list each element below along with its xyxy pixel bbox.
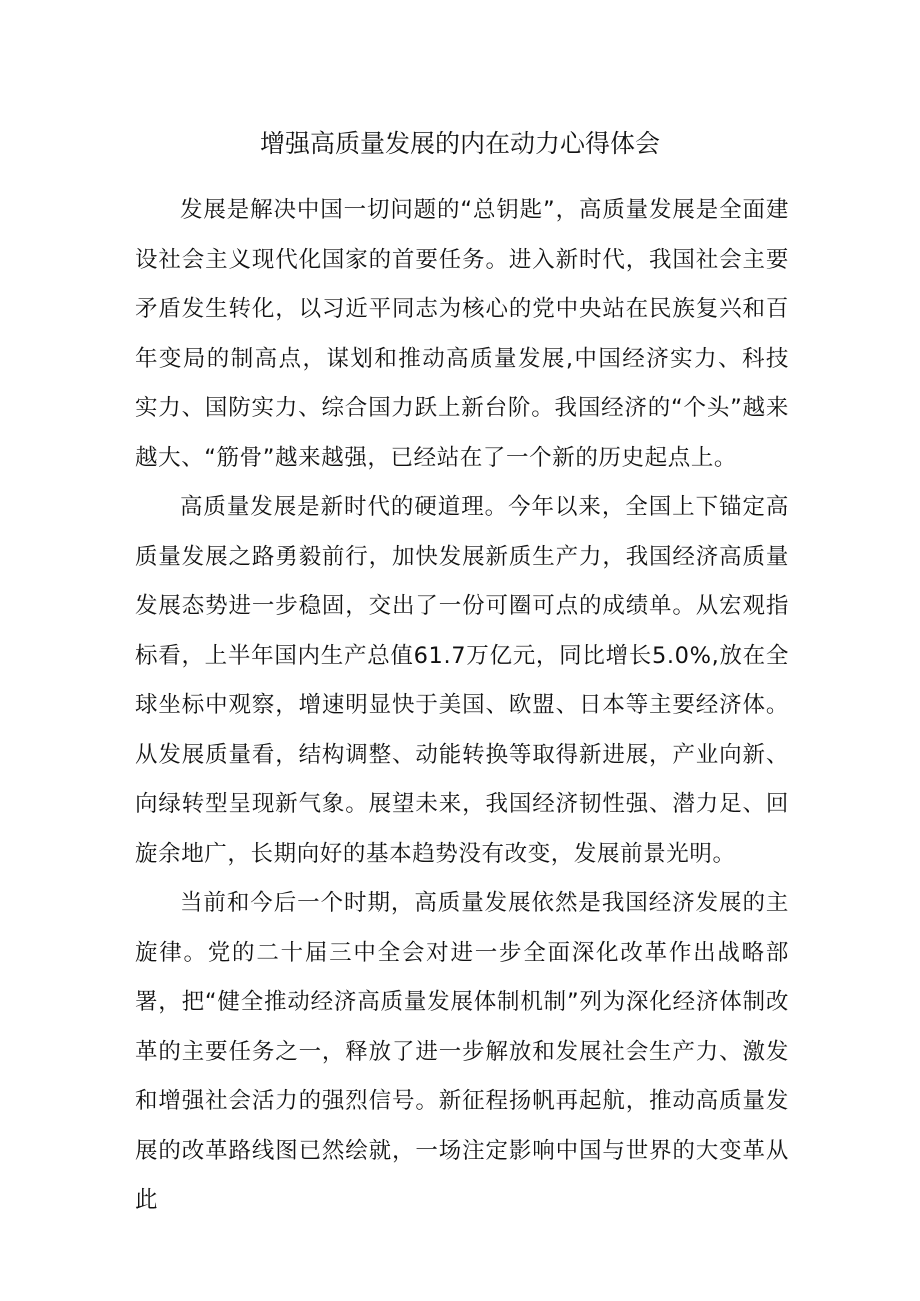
paragraph-2: 高质量发展是新时代的硬道理。今年以来，全国上下锚定高质量发展之路勇毅前行，加快发展新质生产力，我国经济高质量发展态势进一步稳固，交出了一份可圈可点的成绩单。从宏观指标看，上半年国内生产总值61.7万亿元，同比增长5.0%,放在全球坐标中观察，增速明显快于美国、欧盟、日本等主要经济体。从发展质量看，结构调整、动能转换等取得新进展，产业向新、向绿转型呈现新气象。展望未来，我国经济韧性强、潜力足、回旋余地广，长期向好的基本趋势没有改变，发展前景光明。 — [135, 494, 789, 867]
paragraph-1: 发展是解决中国一切问题的“总钥匙”，高质量发展是全面建设社会主义现代化国家的首要任务。进入新时代，我国社会主要矛盾发生转化，以习近平同志为核心的党中央站在民族复兴和百年变局的制高点，谋划和推动高质量发展,中国经济实力、科技实力、国防实力、综合国力跃上新台阶。我国经济的“个头”越来越大、“筋骨”越来越强，已经站在了一个新的历史起点上。 — [135, 197, 789, 471]
document-body — [135, 186, 789, 1226]
paragraph-3: 当前和今后一个时期，高质量发展依然是我国经济发展的主旋律。党的二十届三中全会对进一步全面深化改革作出战略部署，把“健全推动经济高质量发展体制机制”列为深化经济体制改革的主要任务之一，释放了进一步解放和发展社会生产力、激发和增强社会活力的强烈信号。新征程扬帆再起航，推动高质量发展的改革路线图已然绘就，一场注定影响中国与世界的大变革从此 — [135, 890, 789, 1213]
document-title: 增强高质量发展的内在动力心得体会 — [259, 129, 660, 158]
